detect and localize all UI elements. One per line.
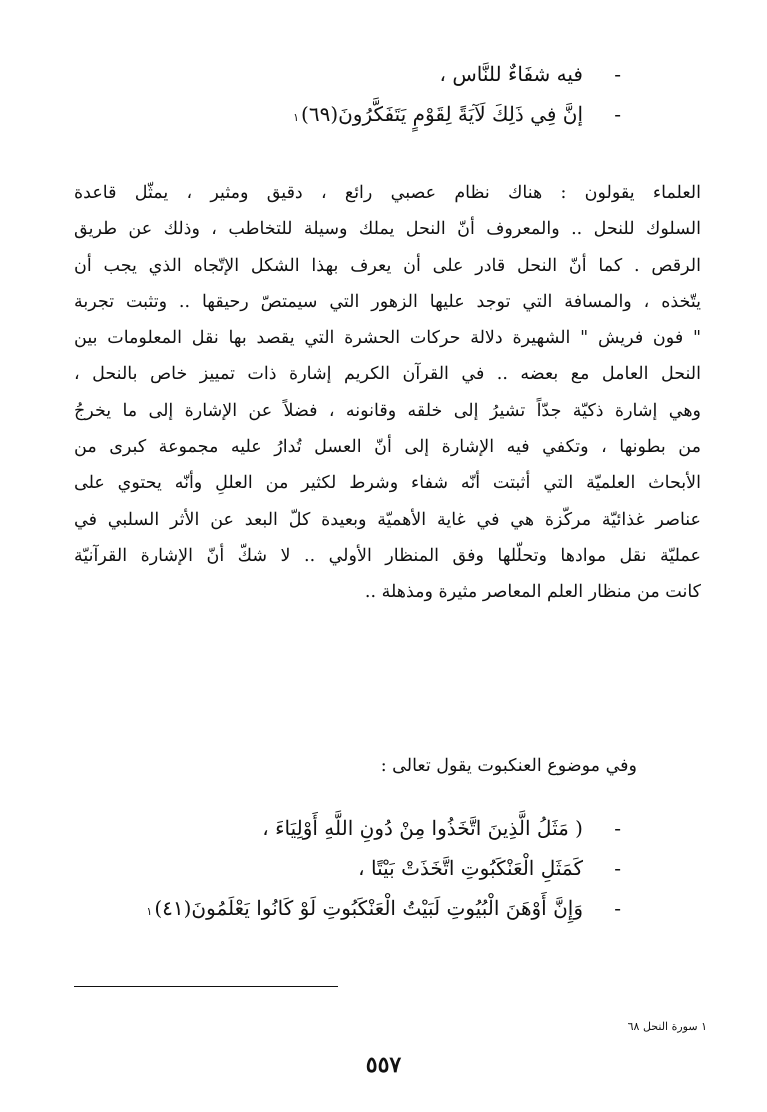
- quran-verses-top: [61, 54, 621, 134]
- footnote-text: ١ سورة النحل ٦٨: [627, 1020, 707, 1033]
- verse-text: ( مَثَلُ الَّذِينَ اتَّخَذُوا مِنْ دُونِ اللَّهِ أَوْلِيَاءَ ،: [262, 816, 583, 840]
- body-paragraph: [74, 175, 701, 611]
- paragraph-line: عناصر غذائيّة مركّزة هي في غاية الأهميّة وبعيدة كلّ البعد عن الأثر السلبي في: [74, 509, 701, 530]
- list-dash: -: [614, 896, 621, 920]
- verse-text: إنَّ فِي ذَلِكَ لَآيَةً لِقَوْمٍ يَتَفَكَّرُونَ(٦٩): [301, 102, 583, 126]
- paragraph-line: عمليّة نقل موادها وتحلّلها وفق المنظار الأولي .. لا شكّ أنّ الإشارة القرآنيّة: [74, 545, 701, 566]
- spider-topic-intro: وفي موضوع العنكبوت يقول تعالى :: [380, 756, 637, 776]
- paragraph-line: السلوك للنحل .. والمعروف أنّ النحل يملك وسيلة للتخاطب ، وذلك عن طريق: [74, 219, 701, 240]
- paragraph-line: من بطونها ، وتكفي فيه الإشارة إلى أنّ العسل تُدارُ عليه مجموعة كبرى من: [74, 437, 701, 458]
- footnote-reference[interactable]: ١: [146, 905, 153, 918]
- verse-line: [61, 54, 621, 94]
- quran-verses-bottom: [61, 808, 621, 928]
- list-dash: -: [614, 62, 621, 86]
- verse-text: وَإِنَّ أَوْهَنَ الْبُيُوتِ لَبَيْتُ الْعَنْكَبُوتِ لَوْ كَانُوا يَعْلَمُونَ(٤١): [154, 896, 583, 920]
- paragraph-line: الأبحاث العلميّة التي أثبتت أنّه شفاء وشرط لكثير من العللِ وأنّه يحتوي على: [74, 473, 701, 494]
- paragraph-line: " فون فريش " الشهيرة دلالة حركات الحشرة التي يقصد بها نقل المعلومات بين: [74, 328, 701, 349]
- footnote-divider: [74, 986, 338, 987]
- paragraph-line: وهي إشارة ذكيّة جدّاً تشيرُ إلى خلقه وقانونه ، فضلاً عن الإشارة إلى ما يخرجُ: [74, 400, 701, 421]
- list-dash: -: [614, 102, 621, 126]
- paragraph-line: النحل العامل مع بعضه .. في القرآن الكريم إشارة ذات تمييز خاص بالنحل ،: [74, 364, 701, 385]
- paragraph-line: العلماء يقولون : هناك نظام عصبي رائع ، دقيق ومثير ، يمثّل قاعدة: [74, 183, 701, 203]
- paragraph-line: يتّخذه ، والمسافة التي توجد عليها الزهور التي سيمتصّ رحيقها .. وتثبت تجربة: [74, 291, 701, 312]
- paragraph-line: كانت من منظار العلم المعاصر مثيرة ومذهلة ..: [364, 582, 701, 603]
- verse-line: [61, 888, 621, 928]
- verse-line: [61, 808, 621, 848]
- verse-text: فيه شفَاءٌ للنَّاس ،: [439, 62, 583, 86]
- paragraph-line: الرقص . كما أنّ النحل قادر على أن يعرف بهذا الشكل الإتّجاه الذي يجب أن: [74, 255, 701, 276]
- list-dash: -: [614, 816, 621, 840]
- verse-line: [61, 94, 621, 134]
- page-number: ٥٥٧: [365, 1052, 402, 1078]
- verse-line: [61, 848, 621, 888]
- list-dash: -: [614, 856, 621, 880]
- verse-text: كَمَثَلِ الْعَنْكَبُوتِ اتَّخَذَتْ بَيْتًا ،: [358, 856, 583, 880]
- footnote-reference[interactable]: ١: [293, 111, 300, 124]
